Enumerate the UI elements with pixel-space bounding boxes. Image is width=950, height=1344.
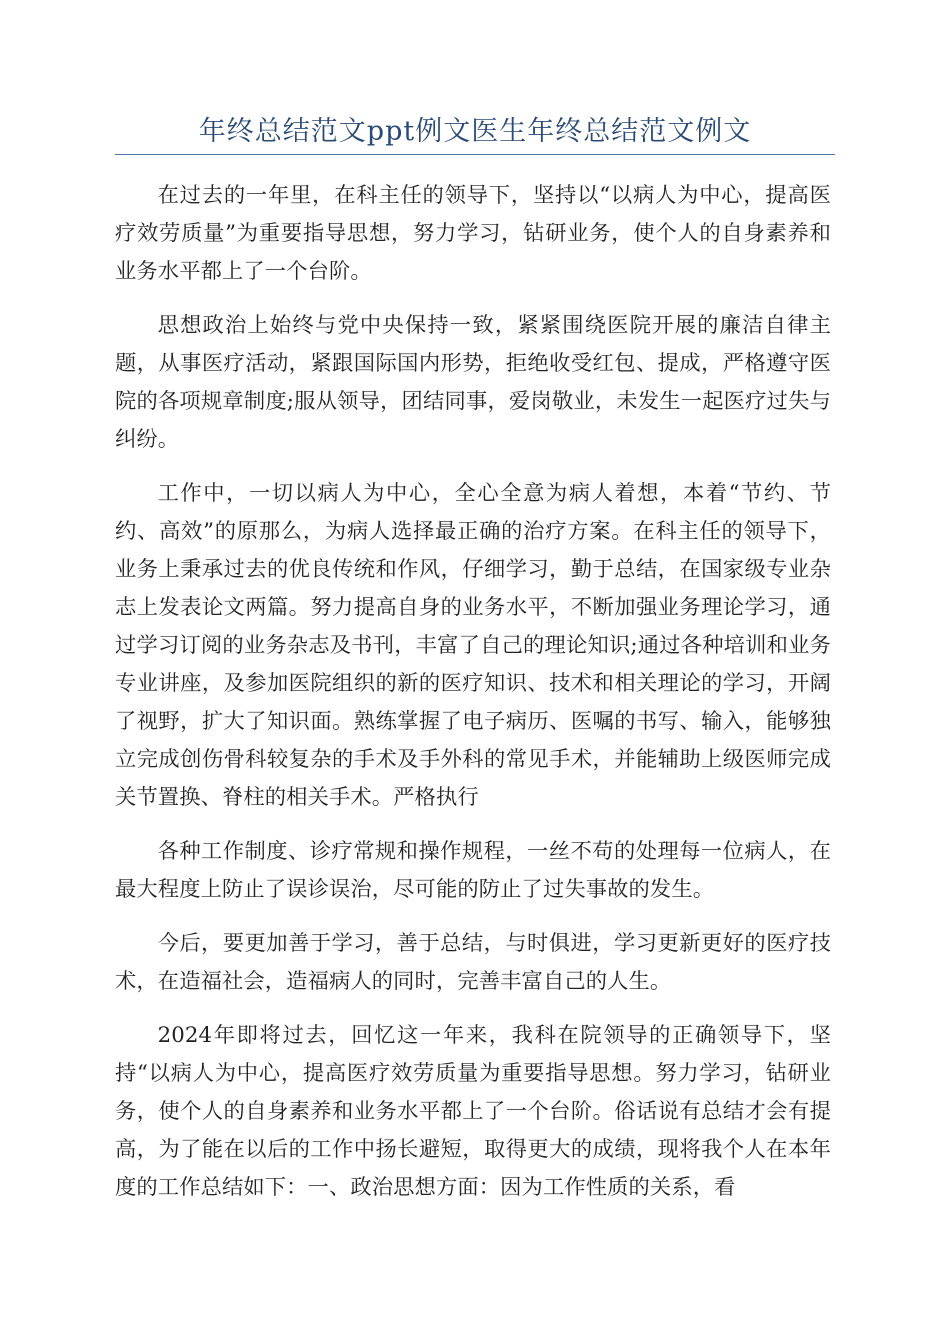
paragraph: 各种工作制度、诊疗常规和操作规程，一丝不苟的处理每一位病人，在最大程度上防止了误诊误治，尽可能的防止了过失事故的发生。 [115, 839, 831, 902]
paragraph: 思想政治上始终与党中央保持一致，紧紧围绕医院开展的廉洁自律主题，从事医疗活动，紧跟国际国内形势，拒绝收受红包、提成，严格遵守医院的各项规章制度;服从领导，团结同事，爱岗敬业，未发生一起医疗过失与纠纷。 [115, 313, 831, 452]
paragraph: 2024年即将过去，回忆这一年来，我科在院领导的正确领导下，坚持“以病人为中心，提高医疗效劳质量为重要指导思想。努力学习，钻研业务，使个人的自身素养和业务水平都上了一个台阶。俗话说有总结才会有提高，为了能在以后的工作中扬长避短，取得更大的成绩，现将我个人在本年度的工作总结如下：一、政治思想方面：因为工作性质的关系，看 [115, 1023, 831, 1200]
document-title: 年终总结范文ppt例文医生年终总结范文例文 [198, 116, 752, 147]
title-underline [115, 154, 835, 155]
paragraph: 今后，要更加善于学习，善于总结，与时俱进，学习更新更好的医疗技术，在造福社会，造福病人的同时，完善丰富自己的人生。 [115, 931, 831, 994]
paragraph: 在过去的一年里，在科主任的领导下，坚持以“以病人为中心，提高医疗效劳质量”为重要指导思想，努力学习，钻研业务，使个人的自身素养和业务水平都上了一个台阶。 [115, 183, 831, 284]
paragraph: 工作中，一切以病人为中心，全心全意为病人着想，本着“节约、节约、高效”的原那么，为病人选择最正确的治疗方案。在科主任的领导下，业务上秉承过去的优良传统和作风，仔细学习，勤于总结，在国家级专业杂志上发表论文两篇。努力提高自身的业务水平，不断加强业务理论学习，通过学习订阅的业务杂志及书刊，丰富了自己的理论知识;通过各种培训和业务专业讲座，及参加医院组织的新的医疗知识、技术和相关理论的学习，开阔了视野，扩大了知识面。熟练掌握了电子病历、医嘱的书写、输入，能够独立完成创伤骨科较复杂的手术及手外科的常见手术，并能辅助上级医师完成关节置换、脊柱的相关手术。严格执行 [115, 481, 831, 810]
document-body [115, 177, 831, 1223]
